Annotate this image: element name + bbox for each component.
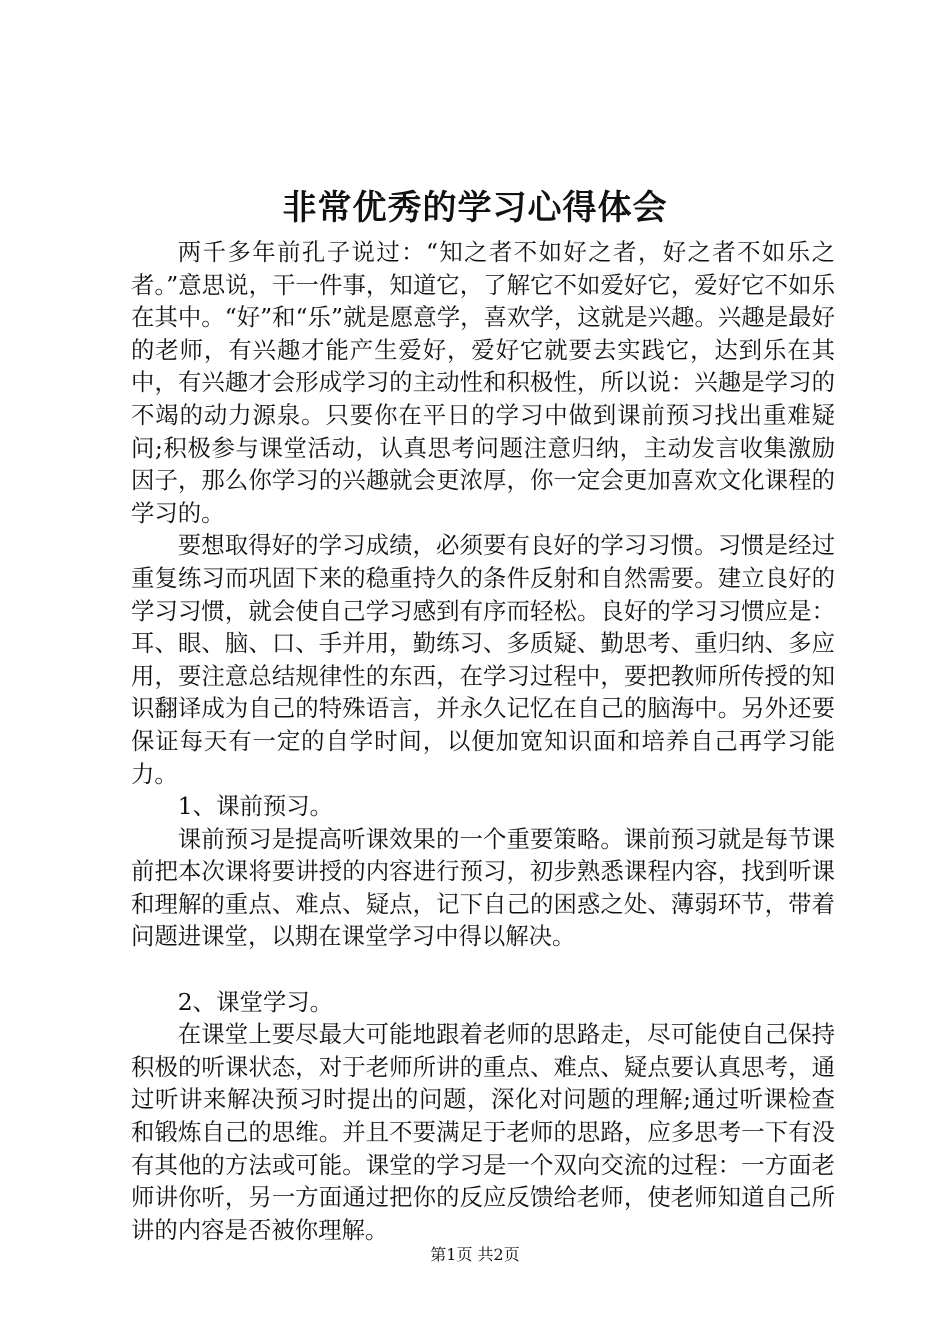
section-heading-preview: 1、课前预习。 xyxy=(177,792,334,821)
page-footer: 第1页 共2页 xyxy=(430,1245,520,1264)
paragraph-habits: 要想取得好的学习成绩，必须要有良好的学习习惯。习惯是经过重复练习而巩固下来的稳重持久的条件反射和自然需要。建立良好的学习习惯，就会使自己学习感到有序而轻松。良好的学习习惯应是：耳、眼、脑、口、手并用，勤练习、多质疑、勤思考、重归纳、多应用，要注意总结规律性的东西，在学习过程中，要把教师所传授的知识翻译成为自己的特殊语言，并永久记忆在自己的脑海中。另外还要保证每天有一定的自学时间，以便加宽知识面和培养自己再学习能力。 xyxy=(131,531,835,788)
paragraph-classroom: 在课堂上要尽最大可能地跟着老师的思路走，尽可能使自己保持积极的听课状态，对于老师所讲的重点、难点、疑点要认真思考，通过听讲来解决预习时提出的问题，深化对问题的理解;通过听课检查和锻炼自己的思维。并且不要满足于老师的思路，应多思考一下有没有其他的方法或可能。课堂的学习是一个双向交流的过程：一方面老师讲你听，另一方面通过把你的反应反馈给老师，使老师知道自己所讲的内容是否被你理解。 xyxy=(131,1020,835,1244)
document-title: 非常优秀的学习心得体会 xyxy=(282,188,668,228)
paragraph-interest: 两千多年前孔子说过：“知之者不如好之者，好之者不如乐之者。”意思说，干一件事，知道它，了解它不如爱好它，爱好它不如乐在其中。“好”和“乐”就是愿意学，喜欢学，这就是兴趣。兴趣是最好的老师，有兴趣才能产生爱好，爱好它就要去实践它，达到乐在其中，有兴趣才会形成学习的主动性和积极性，所以说：兴趣是学习的不竭的动力源泉。只要你在平日的学习中做到课前预习找出重难疑问;积极参与课堂活动，认真思考问题注意归纳，主动发言收集激励因子，那么你学习的兴趣就会更浓厚，你一定会更加喜欢文化课程的学习的。 xyxy=(131,238,835,527)
paragraph-gap xyxy=(131,953,835,986)
section-heading-classroom: 2、课堂学习。 xyxy=(177,987,334,1016)
paragraph-preview: 课前预习是提高听课效果的一个重要策略。课前预习就是每节课前把本次课将要讲授的内容进行预习，初步熟悉课程内容，找到听课和理解的重点、难点、疑点，记下自己的困惑之处、薄弱环节，带着问题进课堂，以期在课堂学习中得以解决。 xyxy=(131,824,835,951)
document-body xyxy=(131,236,835,1246)
